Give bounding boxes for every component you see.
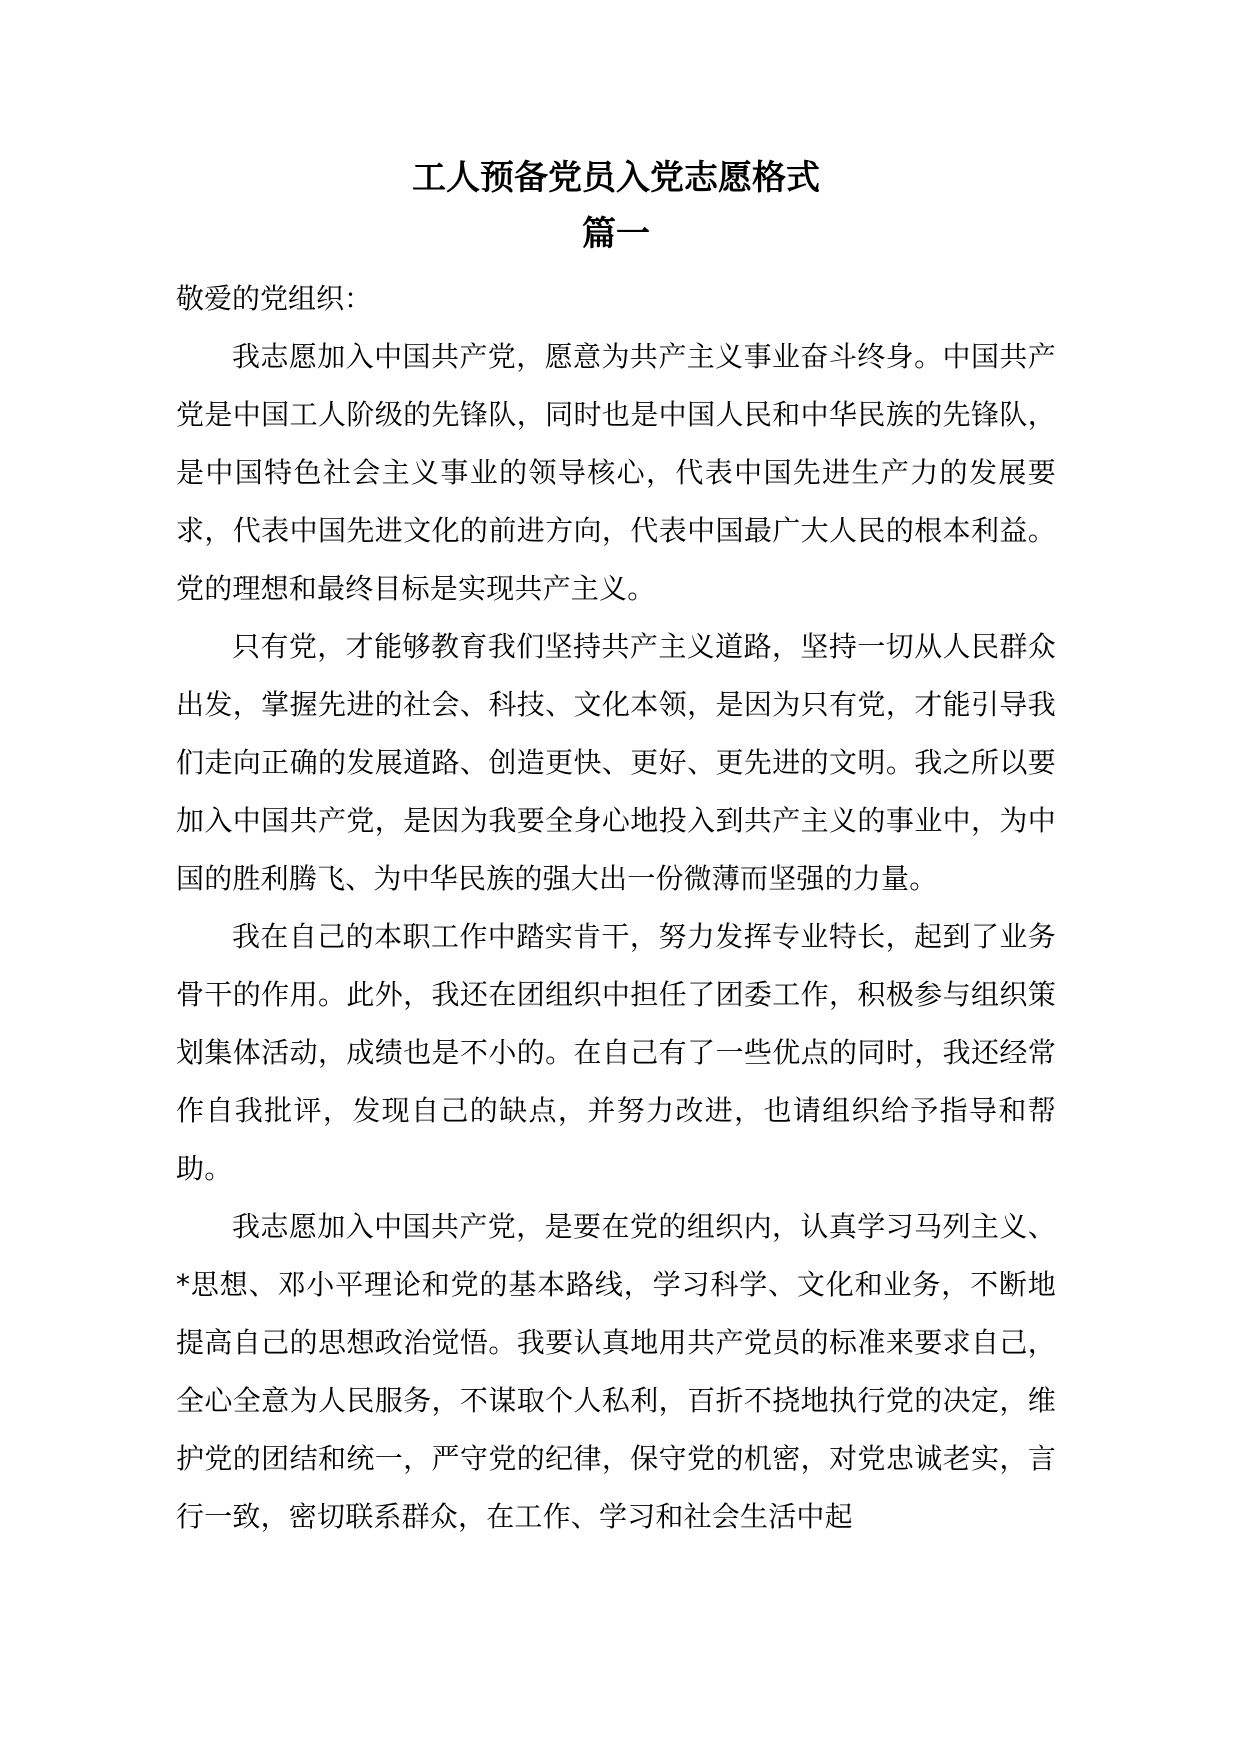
document-subtitle: 篇一 [582,214,650,254]
salutation: 敬爱的党组织： [176,282,373,315]
document-body [176,150,1056,1546]
paragraph-2: 只有党，才能够教育我们坚持共产主义道路，坚持一切从人民群众出发，掌握先进的社会、科技、文化本领，是因为只有党，才能引导我们走向正确的发展道路、创造更快、更好、更先进的文明。我之所以要加入中国共产党，是因为我要全身心地投入到共产主义的事业中，为中国的胜利腾飞、为中华民族的强大出一份微薄而坚强的力量。 [176,630,1056,895]
paragraph-1: 我志愿加入中国共产党，愿意为共产主义事业奋斗终身。中国共产党是中国工人阶级的先锋队，同时也是中国人民和中华民族的先锋队，是中国特色社会主义事业的领导核心，代表中国先进生产力的发展要求，代表中国先进文化的前进方向，代表中国最广大人民的根本利益。党的理想和最终目标是实现共产主义。 [176,340,1056,605]
paragraph-4: 我志愿加入中国共产党，是要在党的组织内，认真学习马列主义、*思想、邓小平理论和党的基本路线，学习科学、文化和业务，不断地提高自己的思想政治觉悟。我要认真地用共产党员的标准来要求自己，全心全意为人民服务，不谋取个人私利，百折不挠地执行党的决定，维护党的团结和统一，严守党的纪律，保守党的机密，对党忠诚老实，言行一致，密切联系群众，在工作、学习和社会生活中起 [176,1210,1056,1533]
document-title: 工人预备党员入党志愿格式 [412,158,820,198]
paragraph-3: 我在自己的本职工作中踏实肯干，努力发挥专业特长，起到了业务骨干的作用。此外，我还在团组织中担任了团委工作，积极参与组织策划集体活动，成绩也是不小的。在自己有了一些优点的同时，我还经常作自我批评，发现自己的缺点，并努力改进，也请组织给予指导和帮助。 [176,920,1056,1185]
